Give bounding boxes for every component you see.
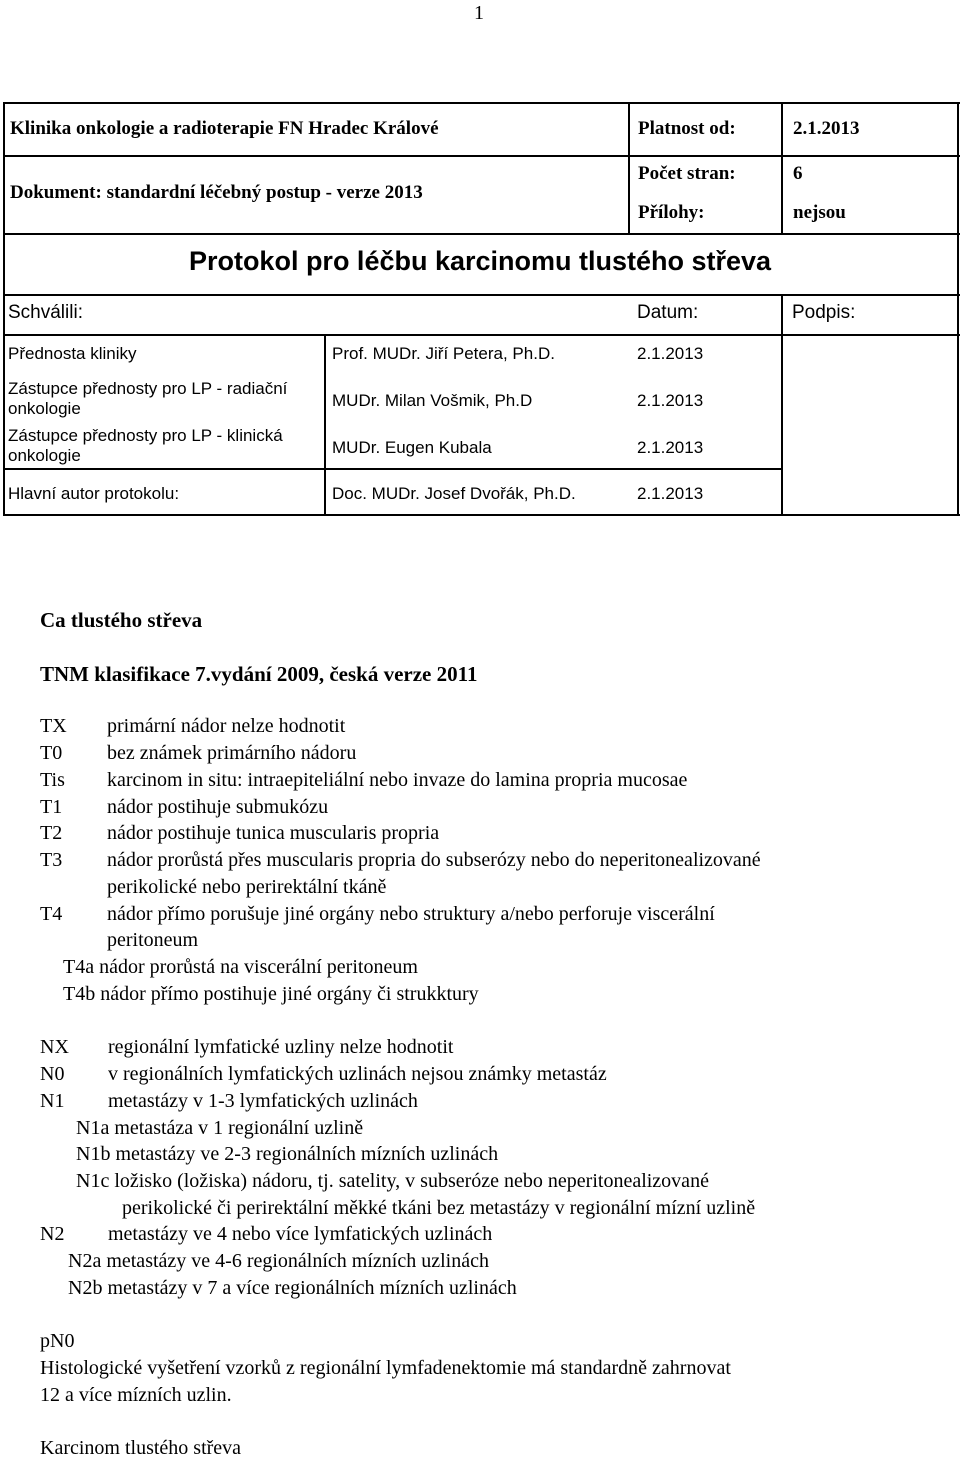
pages-label: Počet stran: bbox=[638, 163, 736, 184]
n1c-continued: perikolické či perirektální měkké tkáni bez metastázy v regionální mízní uzlině bbox=[122, 1197, 756, 1219]
approver-name: Doc. MUDr. Josef Dvořák, Ph.D. bbox=[332, 484, 576, 503]
approver-name: MUDr. Eugen Kubala bbox=[332, 438, 492, 457]
n2-subitem: N2b metastázy v 7 a více regionálních mízních uzlinách bbox=[68, 1277, 517, 1299]
validity-value: 2.1.2013 bbox=[793, 118, 860, 139]
approver-role: Zástupce přednosty pro LP - klinická onkologie bbox=[8, 426, 283, 465]
t-text: karcinom in situ: intraepiteliální nebo invaze do lamina propria mucosae bbox=[107, 769, 688, 791]
t-code: T1 bbox=[40, 796, 63, 818]
t-subitem: T4b nádor přímo postihuje jiné orgány či strukktury bbox=[63, 983, 479, 1005]
n-text: metastázy ve 4 nebo více lymfatických uzlinách bbox=[108, 1223, 493, 1245]
n1-subitem: N1c ložisko (ložiska) nádoru, tj. satelity, v subseróze nebo neperitonealizované bbox=[76, 1170, 709, 1192]
t-code: Tis bbox=[40, 769, 65, 791]
approver-date: 2.1.2013 bbox=[637, 484, 704, 503]
t-text: nádor prorůstá přes muscularis propria do subserózy nebo do neperitonealizované bbox=[107, 849, 761, 871]
section-title: Ca tlustého střeva bbox=[40, 608, 203, 632]
n2-subitem: N2a metastázy ve 4-6 regionálních mízních uzlinách bbox=[68, 1250, 489, 1272]
approver-role: Přednosta kliniky bbox=[8, 344, 137, 363]
pn0-label: pN0 bbox=[40, 1330, 75, 1352]
approver-role: Zástupce přednosty pro LP - radiační onkologie bbox=[8, 379, 288, 418]
page-number: 1 bbox=[474, 2, 484, 24]
t-text: nádor postihuje tunica muscularis propria bbox=[107, 822, 440, 844]
n-code: N2 bbox=[40, 1223, 65, 1245]
protocol-title: Protokol pro léčbu karcinomu tlustého střeva bbox=[188, 246, 772, 276]
signature-label: Podpis: bbox=[792, 302, 856, 323]
approver-date: 2.1.2013 bbox=[637, 391, 704, 410]
n-code: NX bbox=[40, 1036, 69, 1058]
n-text: v regionálních lymfatických uzlinách nejsou známky metastáz bbox=[108, 1063, 607, 1085]
t-text: bez známek primárního nádoru bbox=[107, 742, 357, 764]
approver-name: Prof. MUDr. Jiří Petera, Ph.D. bbox=[332, 344, 555, 363]
attachments-label: Přílohy: bbox=[638, 202, 705, 223]
document-version: Dokument: standardní léčebný postup - verze 2013 bbox=[10, 182, 423, 203]
approver-name: MUDr. Milan Vošmik, Ph.D bbox=[332, 391, 533, 410]
t-code: T4 bbox=[40, 903, 63, 925]
institution-name: Klinika onkologie a radioterapie FN Hradec Králové bbox=[10, 118, 439, 139]
n-text: metastázy v 1-3 lymfatických uzlinách bbox=[108, 1090, 418, 1112]
tnm-title: TNM klasifikace 7.vydání 2009, česká verze 2011 bbox=[40, 662, 478, 686]
t-code: TX bbox=[40, 715, 67, 737]
t-text-continued: peritoneum bbox=[107, 929, 199, 951]
n-text: regionální lymfatické uzliny nelze hodnotit bbox=[108, 1036, 454, 1058]
t-text: nádor postihuje submukózu bbox=[107, 796, 329, 818]
footer-heading: Karcinom tlustého střeva bbox=[40, 1437, 242, 1459]
n-code: N0 bbox=[40, 1063, 65, 1085]
pages-value: 6 bbox=[793, 163, 803, 184]
n1-subitem: N1a metastáza v 1 regionální uzlině bbox=[76, 1117, 364, 1139]
approver-date: 2.1.2013 bbox=[637, 438, 704, 457]
pn0-text: Histologické vyšetření vzorků z regionální lymfadenektomie má standardně zahrnovat bbox=[40, 1357, 731, 1379]
t-code: T0 bbox=[40, 742, 63, 764]
t-text: primární nádor nelze hodnotit bbox=[107, 715, 346, 737]
t-text-continued: perikolické nebo perirektální tkáně bbox=[107, 876, 387, 898]
date-label: Datum: bbox=[637, 302, 699, 323]
approver-date: 2.1.2013 bbox=[637, 344, 704, 363]
n-code: N1 bbox=[40, 1090, 65, 1112]
pn0-text: 12 a více mízních uzlin. bbox=[40, 1384, 232, 1406]
approver-role: Hlavní autor protokolu: bbox=[8, 484, 180, 503]
attachments-value: nejsou bbox=[793, 202, 846, 223]
n1-subitem: N1b metastázy ve 2-3 regionálních mízních uzlinách bbox=[76, 1143, 499, 1165]
t-text: nádor přímo porušuje jiné orgány nebo struktury a/nebo perforuje viscerální bbox=[107, 903, 715, 925]
validity-label: Platnost od: bbox=[638, 118, 736, 139]
t-code: T3 bbox=[40, 849, 63, 871]
t-code: T2 bbox=[40, 822, 63, 844]
t-subitem: T4a nádor prorůstá na viscerální peritoneum bbox=[63, 956, 418, 978]
approved-label: Schválili: bbox=[8, 302, 83, 323]
